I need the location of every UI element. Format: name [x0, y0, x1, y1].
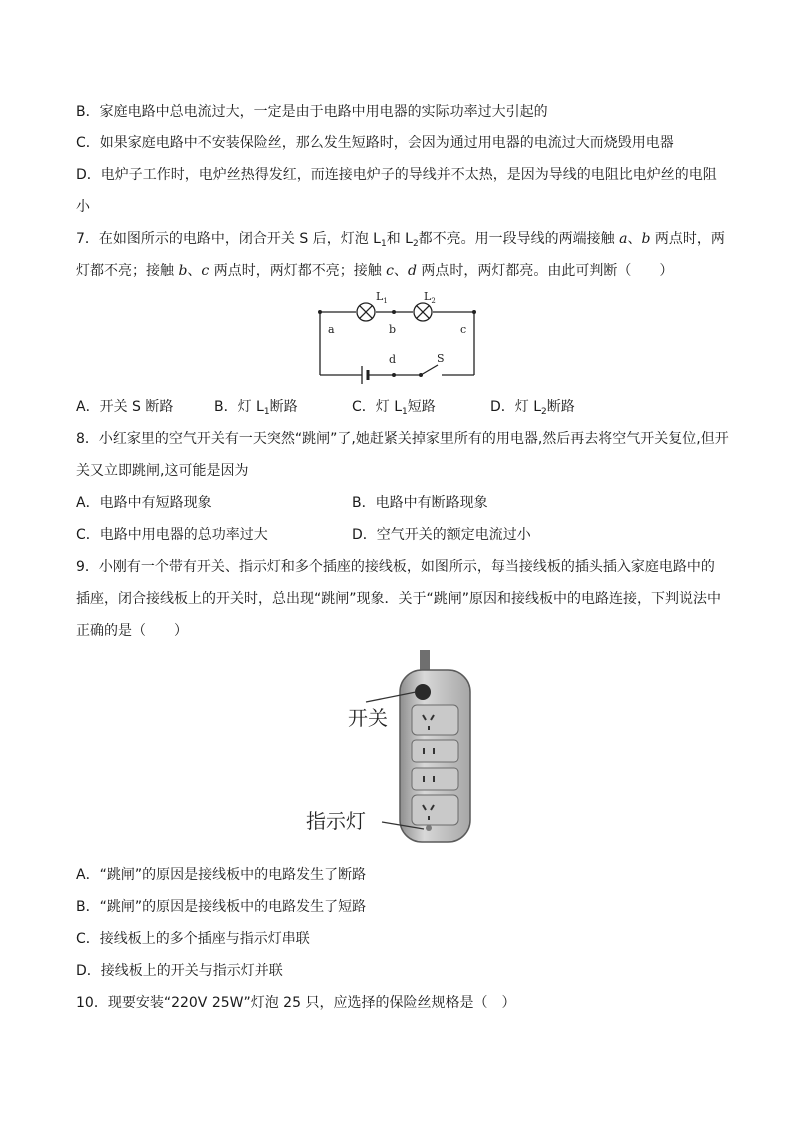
node-c — [472, 310, 476, 314]
q7-option-a: A．开关 S 断路 — [76, 399, 174, 415]
socket-4 — [412, 795, 458, 825]
q6-option-b: B．家庭电路中总电流过大，一定是由于电路中用电器的实际功率过大引起的 — [76, 104, 548, 120]
q7-option-d: D．灯 $L_2$断路 — [490, 399, 575, 417]
q8-stem-line2: 关又立即跳闸,这可能是因为 — [76, 463, 249, 479]
q8-stem-line1: 8．小红家里的空气开关有一天突然“跳闸”了,她赶紧关掉家里所有的用电器,然后再去将空气开关复位,但开 — [76, 431, 729, 447]
indicator-light — [426, 825, 432, 831]
node-a — [318, 310, 322, 314]
label-b: b — [389, 323, 397, 336]
q9-stem-line2: 插座，闭合接线板上的开关时，总出现“跳闸”现象．关于“跳闸”原因和接线板中的电路连接，下判说法中 — [76, 591, 722, 607]
node-b — [392, 310, 396, 314]
q7-circuit-diagram — [300, 285, 500, 385]
label-s: S — [437, 352, 445, 365]
q10-stem: 10．现要安装“220V 25W”灯泡 25 只，应选择的保险丝规格是（ ） — [76, 995, 516, 1011]
label-d: d — [389, 353, 397, 366]
q7-option-c: C．灯 $L_1$短路 — [352, 399, 436, 417]
label-c: c — [460, 323, 467, 336]
q9-option-c: C．接线板上的多个插座与指示灯串联 — [76, 931, 310, 947]
q7-stem-line2: 灯都不亮；接触 b、c 两点时，两灯都不亮；接触 c、d 两点时，两灯都亮。由此可判断（ ） — [76, 263, 674, 279]
socket-1 — [412, 705, 458, 735]
indicator-label: 指示灯 — [306, 809, 366, 833]
node-d — [392, 373, 396, 377]
switch-label: 开关 — [348, 706, 388, 730]
q8-option-a: A．电路中有短路现象 — [76, 495, 212, 511]
q9-option-d: D．接线板上的开关与指示灯并联 — [76, 963, 283, 979]
q9-stem-line3: 正确的是（ ） — [76, 623, 188, 639]
q6-option-d-continued: 小 — [76, 199, 90, 215]
battery-icon — [362, 366, 368, 384]
q8-option-c: C．电路中用电器的总功率过大 — [76, 527, 268, 543]
q9-option-b: B．“跳闸”的原因是接线板中的电路发生了短路 — [76, 899, 367, 915]
switch-button — [415, 684, 431, 700]
q6-option-d: D．电炉子工作时，电炉丝热得发红，而连接电炉子的导线并不太热，是因为导线的电阻比电炉丝的电阻 — [76, 167, 717, 183]
q8-option-b: B．电路中有断路现象 — [352, 495, 488, 511]
q6-option-c: C．如果家庭电路中不安装保险丝，那么发生短路时，会因为通过用电器的电流过大而烧毁用电器 — [76, 135, 674, 151]
label-l2: $L_2$ — [424, 290, 436, 305]
switch-pivot — [419, 373, 423, 377]
q7-option-b: B．灯 $L_1$断路 — [214, 399, 298, 417]
q9-option-a: A．“跳闸”的原因是接线板中的电路发生了断路 — [76, 867, 367, 883]
label-l1: $L_1$ — [376, 290, 388, 305]
q9-stem-line1: 9．小刚有一个带有开关、指示灯和多个插座的接线板，如图所示，每当接线板的插头插入家庭电路中的 — [76, 559, 715, 575]
q8-option-d: D．空气开关的额定电流过小 — [352, 527, 531, 543]
label-a: a — [328, 323, 335, 336]
q7-stem-line1: 7．在如图所示的电路中，闭合开关 S 后，灯泡 $L_1$和 $L_2$都不亮。用一段导线的两端接触 a、b 两点时，两 — [76, 231, 725, 249]
switch-blade — [421, 365, 438, 375]
q9-power-strip-figure — [300, 650, 500, 846]
